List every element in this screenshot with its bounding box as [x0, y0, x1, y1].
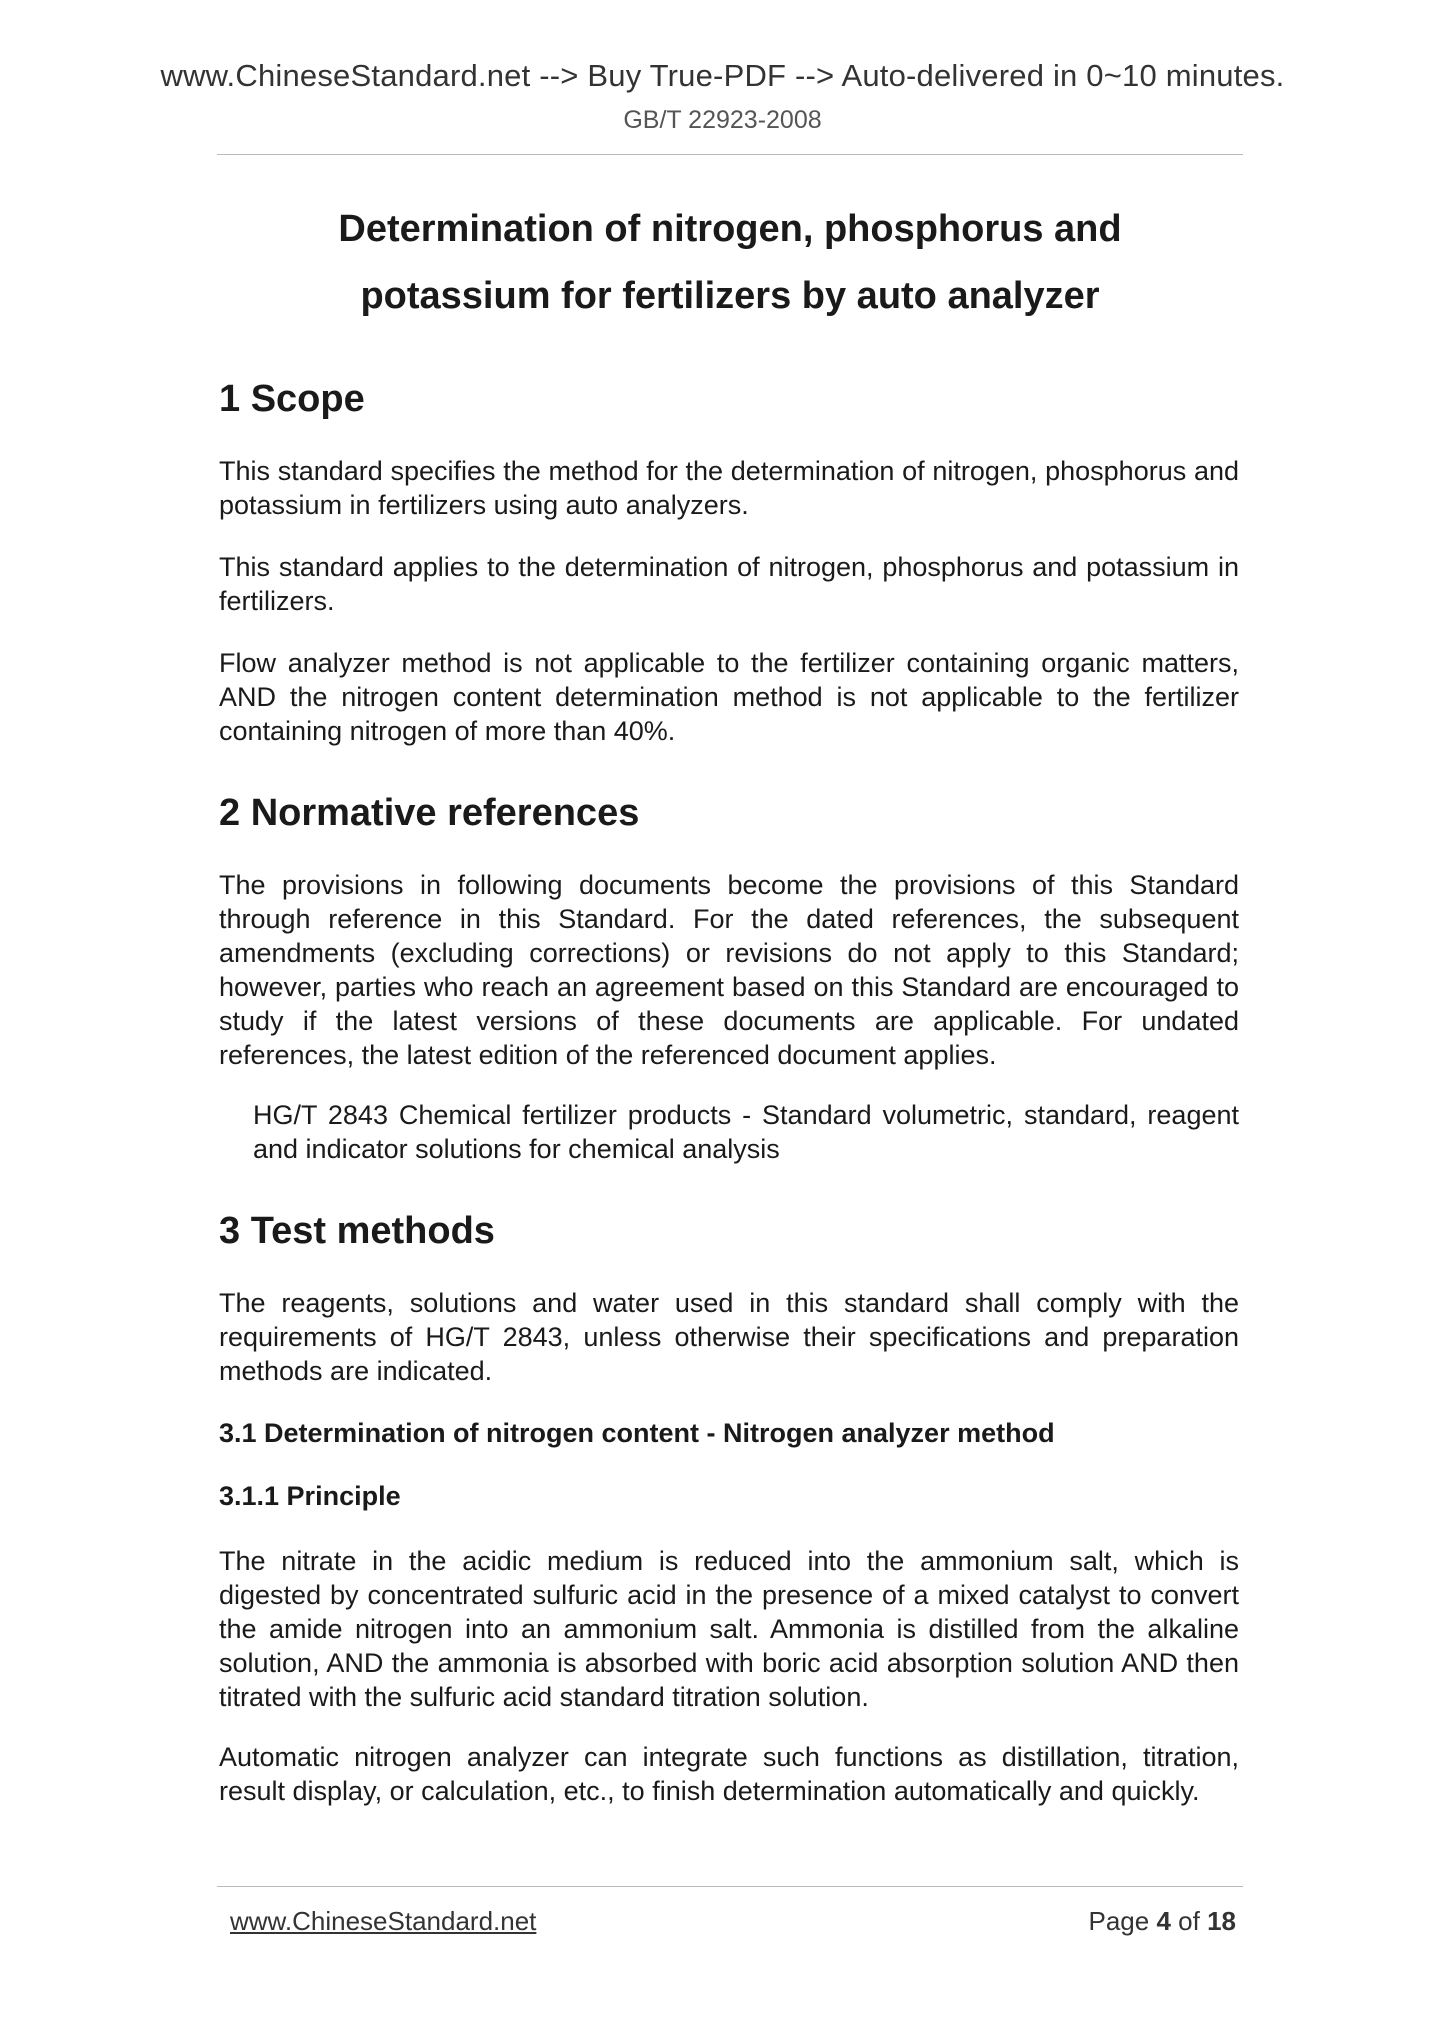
test-methods-paragraph: The reagents, solutions and water used in this standard shall comply with the requirements of HG/T 2843, unless otherwise their specifications and preparation methods are indicated.	[219, 1288, 1239, 1386]
header-banner: www.ChineseStandard.net --> Buy True-PDF --> Auto-delivered in 0~10 minutes.	[160, 58, 1285, 93]
subsection-heading-3-1-1: 3.1.1 Principle	[219, 1481, 401, 1511]
page-word: Page	[1088, 1906, 1150, 1936]
normative-paragraph: The provisions in following documents become the provisions of this Standard through reference in this Standard. For the dated references, the subsequent amendments (excluding corrections) or revisions do not apply to this Standard; however, parties who reach an agreement based on this Standard are encouraged to study if the latest versions of these documents are applicable. For undated references, the latest edition of the referenced document applies.	[219, 870, 1239, 1070]
reference-item: HG/T 2843 Chemical fertilizer products - Standard volumetric, standard, reagent and indicator solutions for chemical analysis	[253, 1100, 1239, 1164]
title-line-1: Determination of nitrogen, phosphorus and	[338, 208, 1122, 250]
footer-website-link[interactable]: www.ChineseStandard.net	[230, 1906, 537, 1936]
page-current: 4	[1156, 1906, 1171, 1936]
principle-paragraph-2: Automatic nitrogen analyzer can integrate such functions as distillation, titration, result display, or calculation, etc., to finish determination automatically and quickly.	[219, 1742, 1239, 1806]
subsection-heading-3-1: 3.1 Determination of nitrogen content - Nitrogen analyzer method	[219, 1418, 1055, 1448]
scope-paragraph-2: This standard applies to the determination of nitrogen, phosphorus and potassium in fertilizers.	[219, 552, 1239, 616]
section-heading-test-methods: 3 Test methods	[219, 1210, 495, 1252]
header-divider	[217, 154, 1243, 155]
page-number	[1088, 1906, 1236, 1937]
section-heading-scope: 1 Scope	[219, 378, 365, 420]
title-line-2: potassium for fertilizers by auto analyzer	[360, 275, 1100, 317]
footer-divider	[217, 1886, 1243, 1887]
page-total: 18	[1207, 1906, 1236, 1936]
scope-paragraph-1: This standard specifies the method for the determination of nitrogen, phosphorus and potassium in fertilizers using auto analyzers.	[219, 456, 1239, 520]
principle-paragraph-1: The nitrate in the acidic medium is reduced into the ammonium salt, which is digested by concentrated sulfuric acid in the presence of a mixed catalyst to convert the amide nitrogen into an ammonium salt. Ammonia is distilled from the alkaline solution, AND the ammonia is absorbed with boric acid absorption solution AND then titrated with the sulfuric acid standard titration solution.	[219, 1546, 1239, 1712]
section-heading-normative-references: 2 Normative references	[219, 792, 640, 834]
scope-paragraph-3: Flow analyzer method is not applicable to the fertilizer containing organic matters, AND the nitrogen content determination method is not applicable to the fertilizer containing nitrogen of more than 40%.	[219, 648, 1239, 746]
standard-code: GB/T 22923-2008	[623, 106, 822, 134]
document-title	[217, 196, 1243, 330]
page-of: of	[1178, 1906, 1200, 1936]
